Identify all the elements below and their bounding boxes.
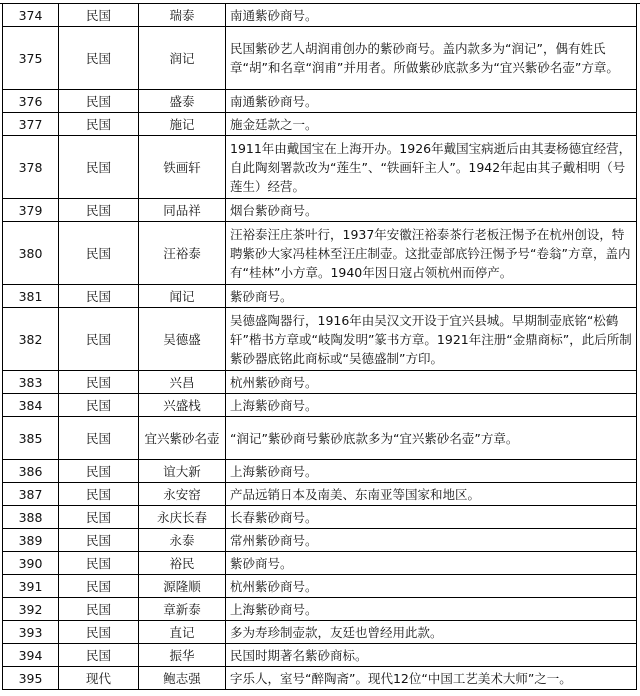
row-era: 民国 <box>59 460 139 483</box>
row-number: 389 <box>3 529 59 552</box>
row-number: 377 <box>3 113 59 136</box>
row-era: 民国 <box>59 552 139 575</box>
row-description: 紫砂商号。 <box>226 552 637 575</box>
row-era: 民国 <box>59 90 139 113</box>
row-description: 长春紫砂商号。 <box>226 506 637 529</box>
row-number: 391 <box>3 575 59 598</box>
row-era: 民国 <box>59 4 139 27</box>
row-mark-name: 兴盛栈 <box>139 394 226 417</box>
row-description: 产品远销日本及南美、东南亚等国家和地区。 <box>226 483 637 506</box>
table-row <box>3 621 637 644</box>
table-row <box>3 285 637 308</box>
row-mark-name: 源隆顺 <box>139 575 226 598</box>
row-description: 施金廷款之一。 <box>226 113 637 136</box>
row-mark-name: 鲍志强 <box>139 667 226 690</box>
row-description: 南通紫砂商号。 <box>226 4 637 27</box>
row-number: 379 <box>3 199 59 222</box>
row-number: 380 <box>3 222 59 285</box>
row-description: 民国时期著名紫砂商标。 <box>226 644 637 667</box>
row-era: 民国 <box>59 136 139 199</box>
row-era: 民国 <box>59 199 139 222</box>
row-mark-name: 闻记 <box>139 285 226 308</box>
row-number: 381 <box>3 285 59 308</box>
row-number: 390 <box>3 552 59 575</box>
row-description: 上海紫砂商号。 <box>226 598 637 621</box>
row-era: 民国 <box>59 113 139 136</box>
row-era: 民国 <box>59 506 139 529</box>
row-number: 387 <box>3 483 59 506</box>
table-row <box>3 199 637 222</box>
row-description: 杭州紫砂商号。 <box>226 371 637 394</box>
row-mark-name: 铁画轩 <box>139 136 226 199</box>
row-number: 383 <box>3 371 59 394</box>
row-mark-name: 永安窑 <box>139 483 226 506</box>
row-mark-name: 永泰 <box>139 529 226 552</box>
row-number: 395 <box>3 667 59 690</box>
row-era: 民国 <box>59 598 139 621</box>
row-mark-name: 裕民 <box>139 552 226 575</box>
row-era: 民国 <box>59 483 139 506</box>
row-era: 民国 <box>59 308 139 371</box>
row-number: 384 <box>3 394 59 417</box>
row-mark-name: 润记 <box>139 27 226 90</box>
row-mark-name: 永庆长春 <box>139 506 226 529</box>
row-number: 394 <box>3 644 59 667</box>
row-description: 多为寿珍制壶款，友廷也曾经用此款。 <box>226 621 637 644</box>
row-mark-name: 振华 <box>139 644 226 667</box>
row-era: 民国 <box>59 417 139 460</box>
row-description: 字乐人，室号“醉陶斋”。现代12位“中国工艺美术大师”之一。 <box>226 667 637 690</box>
table-row <box>3 598 637 621</box>
table-row <box>3 460 637 483</box>
table-row <box>3 27 637 90</box>
table-row <box>3 90 637 113</box>
row-mark-name: 章新泰 <box>139 598 226 621</box>
row-description: 汪裕泰汪庄茶叶行，1937年安徽汪裕泰茶行老板汪惕予在杭州创设，特聘紫砂大家冯桂林至汪庄制壶。这批壶部底钤汪惕予号“卷翁”方章，盖内有“桂林”小方章。1940年因日寇占领杭州而停产。 <box>226 222 637 285</box>
row-description: 紫砂商号。 <box>226 285 637 308</box>
row-description: 杭州紫砂商号。 <box>226 575 637 598</box>
row-description: 烟台紫砂商号。 <box>226 199 637 222</box>
row-era: 民国 <box>59 27 139 90</box>
table-row <box>3 529 637 552</box>
table-row <box>3 371 637 394</box>
row-mark-name: 直记 <box>139 621 226 644</box>
row-mark-name: 盛泰 <box>139 90 226 113</box>
table-row <box>3 552 637 575</box>
table-row <box>3 308 637 371</box>
row-description: “润记”紫砂商号紫砂底款多为“宜兴紫砂名壶”方章。 <box>226 417 637 460</box>
row-era: 民国 <box>59 222 139 285</box>
table-row <box>3 483 637 506</box>
table-row <box>3 417 637 460</box>
table-body <box>3 4 637 690</box>
row-mark-name: 同品祥 <box>139 199 226 222</box>
row-description: 上海紫砂商号。 <box>226 460 637 483</box>
row-number: 378 <box>3 136 59 199</box>
row-mark-name: 施记 <box>139 113 226 136</box>
row-era: 民国 <box>59 575 139 598</box>
row-era: 民国 <box>59 644 139 667</box>
row-mark-name: 谊大新 <box>139 460 226 483</box>
row-mark-name: 宜兴紫砂名壶 <box>139 417 226 460</box>
row-mark-name: 兴昌 <box>139 371 226 394</box>
table-row <box>3 136 637 199</box>
row-number: 392 <box>3 598 59 621</box>
row-mark-name: 瑞泰 <box>139 4 226 27</box>
row-number: 382 <box>3 308 59 371</box>
purple-clay-marks-table <box>2 3 637 690</box>
row-number: 375 <box>3 27 59 90</box>
row-era: 民国 <box>59 394 139 417</box>
row-era: 民国 <box>59 529 139 552</box>
row-era: 现代 <box>59 667 139 690</box>
row-number: 385 <box>3 417 59 460</box>
row-description: 上海紫砂商号。 <box>226 394 637 417</box>
row-description: 1911年由戴国宝在上海开办。1926年戴国宝病逝后由其妻杨德宜经营，自此陶刻署款改为“莲生”、“铁画轩主人”。1942年起由其子戴相明（号莲生）经营。 <box>226 136 637 199</box>
table-row <box>3 4 637 27</box>
row-number: 374 <box>3 4 59 27</box>
table-row <box>3 667 637 690</box>
table-row <box>3 575 637 598</box>
row-description: 民国紫砂艺人胡润甫创办的紫砂商号。盖内款多为“润记”，偶有姓氏章“胡”和名章“润甫”并用者。所做紫砂底款多为“宜兴紫砂名壶”方章。 <box>226 27 637 90</box>
row-mark-name: 汪裕泰 <box>139 222 226 285</box>
table-row <box>3 644 637 667</box>
row-description: 常州紫砂商号。 <box>226 529 637 552</box>
row-description: 南通紫砂商号。 <box>226 90 637 113</box>
row-number: 388 <box>3 506 59 529</box>
row-description: 吴德盛陶器行，1916年由吴汉文开设于宜兴县城。早期制壶底铭“松鹤轩”楷书方章或“岐陶发明”篆书方章。1921年注册“金鼎商标”，此后所制紫砂器底铭此商标或“吴德盛制”方印。 <box>226 308 637 371</box>
row-era: 民国 <box>59 371 139 394</box>
row-era: 民国 <box>59 285 139 308</box>
table-row <box>3 113 637 136</box>
table-row <box>3 222 637 285</box>
row-number: 386 <box>3 460 59 483</box>
row-number: 393 <box>3 621 59 644</box>
table-row <box>3 394 637 417</box>
table-row <box>3 506 637 529</box>
row-era: 民国 <box>59 621 139 644</box>
row-number: 376 <box>3 90 59 113</box>
row-mark-name: 吴德盛 <box>139 308 226 371</box>
